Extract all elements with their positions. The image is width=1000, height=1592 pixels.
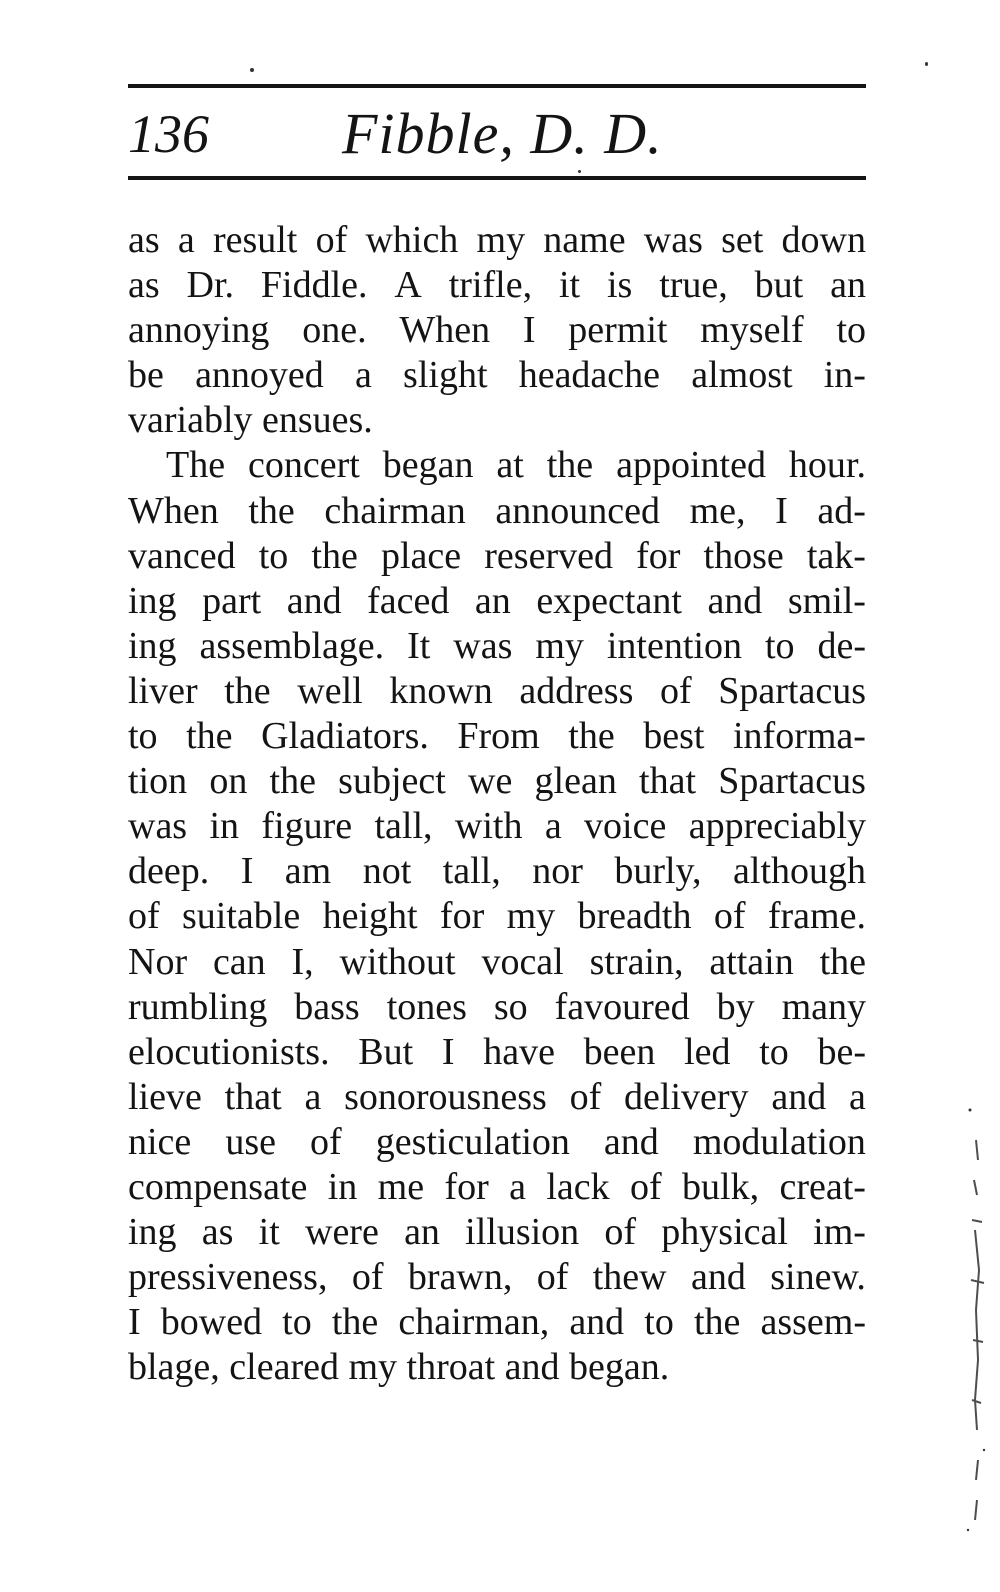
text-line: nice use of gesticulation and modulation [128,1120,866,1163]
text-line: rumbling bass tones so favoured by many [128,985,866,1028]
text-line: as Dr. Fiddle. A trifle, it is true, but an [128,264,866,307]
text-line: be annoyed a slight headache almost in- [128,354,866,397]
running-head [128,94,866,174]
text-line: The concert began at the appointed hour. [166,444,866,487]
text-line: vanced to the place reserved for those tak- [128,534,866,577]
margin-scan-noise [962,1100,992,1550]
text-line: as a result of which my name was set down [128,219,866,261]
print-speck [925,62,928,66]
text-line: of suitable height for my breadth of frame. [128,895,866,938]
text-line: to the Gladiators. From the best informa- [128,715,866,758]
text-line: tion on the subject we glean that Spartacus [128,760,866,803]
text-line: was in figure tall, with a voice appreciably [128,805,866,848]
text-line: blage, cleared my throat and began. [128,1346,670,1389]
text-line: elocutionists. But I have been led to be- [128,1030,866,1073]
text-line: liver the well known address of Spartacus [128,669,866,712]
text-line: ing as it were an illusion of physical im- [128,1211,866,1254]
text-line: pressiveness, of brawn, of thew and sinew. [128,1256,866,1299]
text-line: lieve that a sonorousness of delivery and a [128,1075,866,1118]
page-number: 136 [128,104,209,164]
print-speck [578,170,581,173]
text-line: variably ensues. [128,399,373,442]
text-line: deep. I am not tall, nor burly, although [128,850,866,893]
body-text [128,218,866,1390]
text-line: ing assemblage. It was my intention to de- [128,624,866,667]
text-line: compensate in me for a lack of bulk, creat- [128,1165,866,1208]
header-rule-top [128,84,866,88]
running-title: Fibble, D. D. [342,101,663,166]
text-line: annoying one. When I permit myself to [128,309,866,352]
header-rule-bottom [128,176,866,180]
text-line: Nor can I, without vocal strain, attain the [128,940,866,983]
print-speck [250,68,254,72]
text-line: ing part and faced an expectant and smil- [128,579,866,622]
text-line: I bowed to the chairman, and to the assem- [128,1301,866,1344]
text-line: When the chairman announced me, I ad- [128,489,866,532]
